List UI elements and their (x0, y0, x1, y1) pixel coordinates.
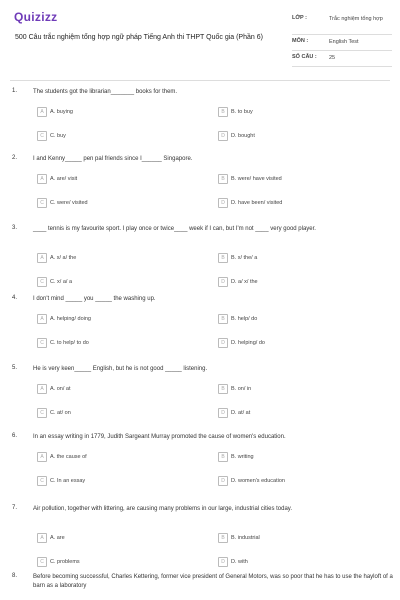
option-letter-box: B (218, 533, 228, 543)
option-text: B. x/ the/ a (231, 255, 258, 261)
header-divider (10, 80, 390, 81)
question-text: In an essay writing in 1779, Judith Sargeant Murray promoted the cause of women's education. (33, 434, 286, 440)
meta-row-subject (292, 35, 392, 51)
answer-option[interactable] (37, 107, 73, 117)
option-text: C. problems (50, 559, 80, 565)
option-letter-box: D (218, 476, 228, 486)
option-letter-box: C (37, 338, 47, 348)
question-text: Air pollution, together with littering, are causing many problems in our large, industrial cities today. (33, 506, 293, 512)
option-text: A. on/ at (50, 386, 71, 392)
question-text: The students got the librarian_______ books for them. (33, 89, 178, 95)
meta-row-class (292, 12, 392, 35)
option-letter-box: A (37, 533, 47, 543)
question-number: 5. (12, 365, 18, 371)
question-text: I and Kenny_____ pen pal friends since I______ Singapore. (33, 156, 193, 162)
answer-option[interactable] (218, 338, 265, 348)
option-text: A. buying (50, 109, 73, 115)
quizizz-logo: Quizizz (14, 10, 58, 24)
option-letter-box: A (37, 314, 47, 324)
option-letter-box: C (37, 408, 47, 418)
option-text: D. have been/ visited (231, 200, 283, 206)
option-letter-box: B (218, 107, 228, 117)
answer-option[interactable] (218, 277, 258, 287)
option-text: B. writing (231, 454, 254, 460)
option-letter-box: A (37, 174, 47, 184)
option-text: D. a/ x/ the (231, 279, 258, 285)
answer-option[interactable] (37, 253, 76, 263)
meta-value: English Test (329, 39, 359, 45)
answer-option[interactable] (218, 384, 251, 394)
answer-option[interactable] (218, 314, 257, 324)
answer-option[interactable] (218, 557, 248, 567)
option-letter-box: B (218, 174, 228, 184)
question-number: 1. (12, 88, 18, 94)
option-text: C. buy (50, 133, 66, 139)
answer-option[interactable] (37, 408, 71, 418)
question-text: He is very keen_____ English, but he is not good _____ listening. (33, 366, 208, 372)
question-number: 6. (12, 433, 18, 439)
option-text: B. to buy (231, 109, 253, 115)
option-text: A. x/ a/ the (50, 255, 77, 261)
option-letter-box: D (218, 408, 228, 418)
answer-option[interactable] (37, 338, 89, 348)
option-text: D. with (231, 559, 248, 565)
meta-table (292, 12, 392, 67)
option-text: B. on/ in (231, 386, 252, 392)
option-letter-box: B (218, 314, 228, 324)
question-number: 7. (12, 505, 18, 511)
option-text: C. In an essay (50, 478, 86, 484)
option-text: A. are (50, 535, 65, 541)
answer-option[interactable] (37, 131, 66, 141)
answer-option[interactable] (37, 533, 65, 543)
option-letter-box: A (37, 253, 47, 263)
answer-option[interactable] (37, 277, 72, 287)
option-letter-box: B (218, 452, 228, 462)
question-number: 3. (12, 225, 18, 231)
answer-option[interactable] (37, 384, 71, 394)
answer-option[interactable] (218, 253, 257, 263)
option-text: A. are/ visit (50, 176, 78, 182)
option-text: D. at/ at (231, 410, 251, 416)
option-text: A. helping/ doing (50, 316, 91, 322)
option-letter-box: A (37, 384, 47, 394)
option-letter-box: C (37, 277, 47, 287)
answer-option[interactable] (218, 408, 250, 418)
option-letter-box: C (37, 131, 47, 141)
option-text: D. helping/ do (231, 340, 265, 346)
answer-option[interactable] (218, 107, 253, 117)
question-text: Before becoming successful, Charles Kettering, former vice president of General Motors, was so poor that he has to use the hayloft of a barn as a laboratory (33, 574, 393, 589)
option-letter-box: D (218, 198, 228, 208)
question-number: 4. (12, 295, 18, 301)
page-title: 500 Câu trắc nghiệm tổng hợp ngữ pháp Tiếng Anh thi THPT Quốc gia (Phần 6) (15, 34, 263, 41)
question-text: I don't mind _____ you _____ the washing up. (33, 296, 156, 302)
answer-option[interactable] (218, 452, 254, 462)
option-text: C. to help/ to do (50, 340, 89, 346)
option-letter-box: B (218, 384, 228, 394)
answer-option[interactable] (37, 198, 88, 208)
meta-value: 25 (329, 55, 336, 61)
option-text: A. the cause of (50, 454, 87, 460)
question-text: ____ tennis is my favourite sport. I play once or twice____ week if I can, but I'm not ____ very good player. (33, 226, 316, 232)
meta-value: Trắc nghiệm tổng hợp (329, 16, 383, 22)
answer-option[interactable] (37, 476, 85, 486)
option-text: B. industrial (231, 535, 260, 541)
option-letter-box: D (218, 131, 228, 141)
option-letter-box: D (218, 557, 228, 567)
option-letter-box: C (37, 557, 47, 567)
question-number: 8. (12, 573, 18, 579)
question-number: 2. (12, 155, 18, 161)
answer-option[interactable] (37, 452, 87, 462)
answer-option[interactable] (218, 533, 260, 543)
option-text: C. at/ on (50, 410, 71, 416)
answer-option[interactable] (218, 131, 255, 141)
option-text: D. women's education (231, 478, 285, 484)
answer-option[interactable] (37, 557, 80, 567)
option-text: D. bought (231, 133, 255, 139)
answer-option[interactable] (37, 174, 77, 184)
answer-option[interactable] (218, 198, 282, 208)
option-letter-box: C (37, 198, 47, 208)
option-letter-box: B (218, 253, 228, 263)
answer-option[interactable] (37, 314, 91, 324)
meta-row-count (292, 51, 392, 67)
option-letter-box: A (37, 452, 47, 462)
option-text: B. were/ have visited (231, 176, 282, 182)
meta-key: MÔN : (292, 38, 309, 44)
meta-key: LỚP : (292, 15, 307, 21)
option-text: B. help/ do (231, 316, 258, 322)
answer-option[interactable] (218, 174, 282, 184)
option-text: C. were/ visited (50, 200, 88, 206)
option-letter-box: C (37, 476, 47, 486)
meta-key: SỐ CÂU : (292, 54, 317, 60)
option-text: C. x/ a/ a (50, 279, 73, 285)
option-letter-box: D (218, 277, 228, 287)
option-letter-box: D (218, 338, 228, 348)
option-letter-box: A (37, 107, 47, 117)
answer-option[interactable] (218, 476, 285, 486)
